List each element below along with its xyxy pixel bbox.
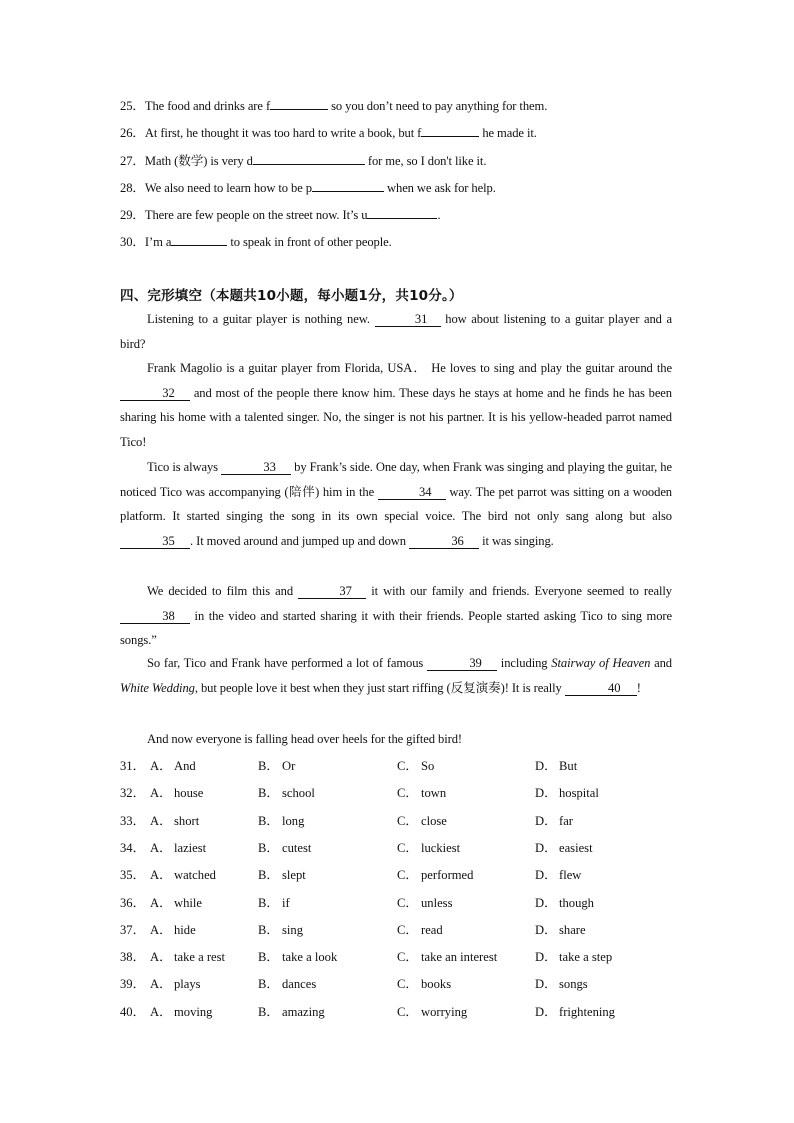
passage-text: how about listening to a guitar player and a bird? <box>120 312 672 351</box>
option-number: 40． <box>120 1004 146 1019</box>
option-letter: A． <box>150 786 172 801</box>
question-number: 29． <box>120 208 145 222</box>
option-b[interactable] <box>258 837 311 856</box>
option-letter: C． <box>397 840 418 855</box>
option-letter: B． <box>258 868 279 883</box>
question-text: . <box>437 208 441 222</box>
option-b[interactable] <box>258 973 316 992</box>
passage-paragraph-3 <box>120 455 672 553</box>
option-text: amazing <box>282 1004 325 1019</box>
option-letter: C． <box>397 813 418 828</box>
option-text: frightening <box>559 1004 615 1019</box>
option-c[interactable] <box>397 782 446 801</box>
answer-blank[interactable] <box>312 179 384 192</box>
option-letter: D． <box>535 840 557 855</box>
option-text: take a rest <box>174 950 226 965</box>
option-number: 35． <box>120 868 146 883</box>
question-30 <box>120 231 392 250</box>
option-c[interactable] <box>397 810 447 829</box>
option-text: take an interest <box>421 950 498 965</box>
option-letter: C． <box>397 786 418 801</box>
option-a[interactable] <box>150 973 201 992</box>
option-number: 34． <box>120 840 146 855</box>
option-text: hide <box>174 922 196 937</box>
question-text: Math (数学) is very d <box>144 154 253 168</box>
passage-paragraph-2 <box>120 356 672 454</box>
question-number: 27． <box>120 154 145 168</box>
question-text: to speak in front of other people. <box>227 235 392 249</box>
option-text: take a look <box>282 950 338 965</box>
section-title: 四、完形填空（本题共10小题，每小题1分，共10分。） <box>120 288 463 304</box>
question-number: 30． <box>120 235 145 249</box>
option-a[interactable] <box>150 782 203 801</box>
option-text: books <box>421 977 452 992</box>
question-number: 28． <box>120 181 145 195</box>
option-text: while <box>174 895 202 910</box>
option-letter: A． <box>150 895 172 910</box>
option-d[interactable] <box>535 919 586 938</box>
question-text: he made it. <box>479 126 537 140</box>
option-text: laziest <box>174 840 207 855</box>
blank-37[interactable]: 37 <box>298 585 366 599</box>
option-letter: D． <box>535 759 557 773</box>
option-a[interactable] <box>150 864 216 883</box>
option-number: 31． <box>120 759 146 773</box>
option-text: performed <box>421 868 474 883</box>
passage-text: including <box>497 656 552 670</box>
passage-paragraph-5 <box>120 651 672 700</box>
option-letter: C． <box>397 950 418 965</box>
option-a[interactable] <box>150 755 196 774</box>
passage-text: ! <box>636 680 641 695</box>
question-number: 25． <box>120 99 145 113</box>
option-letter: B． <box>258 895 279 910</box>
question-text: when we ask for help. <box>383 181 496 195</box>
passage-text: Tico is always <box>147 460 222 474</box>
option-number: 39． <box>120 977 146 992</box>
passage-paragraph-6: And now everyone is falling head over heels for the gifted bird! <box>147 732 462 746</box>
question-29 <box>120 204 441 223</box>
question-text: There are few people on the street now. It’s u <box>144 208 368 222</box>
question-25 <box>120 95 547 114</box>
option-text: Or <box>282 759 296 773</box>
option-d[interactable] <box>535 1001 615 1020</box>
option-letter: A． <box>150 950 172 965</box>
passage-text: We decided to film this and <box>147 584 299 598</box>
question-28 <box>120 177 496 196</box>
option-letter: B． <box>258 840 279 855</box>
question-text: The food and drinks are f <box>144 99 271 113</box>
option-number: 33． <box>120 813 146 828</box>
option-letter: D． <box>535 950 557 965</box>
option-d[interactable] <box>535 755 577 774</box>
option-a[interactable] <box>150 892 202 911</box>
option-letter: A． <box>150 868 172 883</box>
option-text: But <box>559 759 578 773</box>
option-d[interactable] <box>535 892 594 911</box>
option-text: long <box>282 813 305 828</box>
option-letter: A． <box>150 1004 172 1019</box>
option-c[interactable] <box>397 973 451 992</box>
option-c[interactable] <box>397 919 443 938</box>
option-letter: A． <box>150 813 172 828</box>
option-b[interactable] <box>258 892 290 911</box>
option-b[interactable] <box>258 1001 325 1020</box>
passage-text: way. The pet parrot was sitting on a wooden platform. It started singing the song in its own special voice. The bird not only sang along but also <box>120 484 673 524</box>
option-text: if <box>282 895 290 910</box>
option-text: town <box>421 786 447 801</box>
option-c[interactable] <box>397 892 452 911</box>
question-text: At first, he thought it was too hard to write a book, but f <box>144 126 422 140</box>
option-letter: B． <box>258 813 279 828</box>
option-b[interactable] <box>258 810 304 829</box>
blank-36[interactable]: 36 <box>409 535 479 549</box>
blank-34[interactable]: 34 <box>378 486 446 500</box>
option-letter: D． <box>535 977 557 992</box>
option-a[interactable] <box>150 919 196 938</box>
option-text: house <box>174 786 204 801</box>
passage-text: . It moved around and jumped up and down <box>190 533 410 548</box>
answer-blank[interactable] <box>171 233 227 246</box>
passage-text: and <box>650 656 672 670</box>
option-b[interactable] <box>258 755 295 774</box>
option-letter: D． <box>535 786 557 801</box>
option-letter: B． <box>258 759 279 773</box>
passage-text: and most of the people there know him. These days he stays at home and he finds he has been sharing his home with a talented singer. No, the singer is not his partner. It is his yellow-headed parrot named Tico! <box>120 385 672 449</box>
answer-blank[interactable] <box>253 152 365 165</box>
blank-39[interactable]: 39 <box>427 657 497 671</box>
question-27 <box>120 150 486 169</box>
blank-32[interactable]: 32 <box>120 387 190 401</box>
blank-38[interactable]: 38 <box>120 610 190 624</box>
option-text: flew <box>559 868 582 883</box>
question-text: for me, so I don't like it. <box>364 154 487 168</box>
option-text: though <box>559 895 594 910</box>
passage-paragraph-4 <box>120 579 672 653</box>
option-letter: B． <box>258 1004 279 1019</box>
option-text: easiest <box>559 840 593 855</box>
question-number: 26． <box>120 126 145 140</box>
passage-text: it with our family and friends. Everyone seemed to really <box>366 584 672 598</box>
option-c[interactable] <box>397 946 497 965</box>
option-letter: C． <box>397 977 418 992</box>
option-text: cutest <box>282 840 312 855</box>
option-letter: B． <box>258 977 279 992</box>
option-text: close <box>421 813 447 828</box>
option-letter: B． <box>258 786 279 801</box>
option-text: luckiest <box>421 840 461 855</box>
option-text: plays <box>174 977 201 992</box>
option-c[interactable] <box>397 755 434 774</box>
answer-blank[interactable] <box>367 206 437 219</box>
blank-35[interactable]: 35 <box>120 535 190 549</box>
option-a[interactable] <box>150 1001 212 1020</box>
option-number: 32． <box>120 786 146 801</box>
option-letter: C． <box>397 1004 418 1019</box>
option-text: moving <box>174 1004 213 1019</box>
option-text: slept <box>282 868 306 883</box>
option-text: far <box>559 813 573 828</box>
option-d[interactable] <box>535 782 599 801</box>
option-text: hospital <box>559 786 599 801</box>
blank-31[interactable]: 31 <box>375 313 441 327</box>
option-text: unless <box>421 895 453 910</box>
option-letter: D． <box>535 813 557 828</box>
question-text: so you don’t need to pay anything for them. <box>328 99 548 113</box>
option-b[interactable] <box>258 946 337 965</box>
option-c[interactable] <box>397 837 460 856</box>
option-b[interactable] <box>258 864 306 883</box>
option-d[interactable] <box>535 946 612 965</box>
option-text: short <box>174 813 200 828</box>
option-number: 36． <box>120 895 146 910</box>
option-text: share <box>559 922 586 937</box>
passage-text: in the video and started sharing it with their friends. People started asking Tico to sing more songs.” <box>120 608 672 648</box>
passage-text: Listening to a guitar player is nothing new. <box>147 312 375 326</box>
option-letter: D． <box>535 895 557 910</box>
passage-text: by Frank’s side. One day, when Frank was singing and playing the guitar, he noticed Tico was accompanying (陪伴) him in the <box>120 460 672 499</box>
option-text: school <box>282 786 315 801</box>
question-text: I’m a <box>144 235 172 249</box>
option-letter: D． <box>535 868 557 883</box>
option-letter: C． <box>397 922 418 937</box>
option-text: watched <box>174 868 216 883</box>
song-title: White Wedding <box>120 680 195 695</box>
option-d[interactable] <box>535 810 573 829</box>
option-text: read <box>421 922 443 937</box>
option-text: So <box>421 759 435 773</box>
option-a[interactable] <box>150 837 206 856</box>
option-letter: A． <box>150 922 172 937</box>
option-a[interactable] <box>150 810 199 829</box>
option-letter: A． <box>150 977 172 992</box>
answer-blank[interactable] <box>270 97 328 110</box>
question-26 <box>120 122 537 141</box>
option-text: And <box>174 759 196 773</box>
option-a[interactable] <box>150 946 225 965</box>
option-d[interactable] <box>535 837 593 856</box>
option-b[interactable] <box>258 919 303 938</box>
option-letter: A． <box>150 759 172 773</box>
option-letter: A． <box>150 840 172 855</box>
passage-text: So far, Tico and Frank have performed a lot of famous <box>147 656 428 670</box>
blank-40[interactable]: 40 <box>565 682 637 696</box>
passage-paragraph-1 <box>120 307 672 356</box>
option-text: take a step <box>559 950 613 965</box>
option-d[interactable] <box>535 973 588 992</box>
option-b[interactable] <box>258 782 315 801</box>
option-letter: D． <box>535 922 557 937</box>
blank-33[interactable]: 33 <box>221 461 291 475</box>
option-c[interactable] <box>397 864 473 883</box>
option-number: 37． <box>120 922 146 937</box>
option-letter: C． <box>397 759 418 773</box>
option-text: worrying <box>421 1004 468 1019</box>
option-number: 38． <box>120 950 146 965</box>
option-letter: C． <box>397 868 418 883</box>
answer-blank[interactable] <box>421 124 479 137</box>
option-text: sing <box>282 922 303 937</box>
option-text: dances <box>282 977 317 992</box>
option-letter: B． <box>258 950 279 965</box>
question-text: We also need to learn how to be p <box>144 181 312 195</box>
option-letter: B． <box>258 922 279 937</box>
option-letter: C． <box>397 895 418 910</box>
song-title: Stairway of Heaven <box>551 656 651 670</box>
passage-text: it was singing. <box>479 533 554 548</box>
passage-text: Frank Magolio is a guitar player from Florida, USA． He loves to sing and play the guitar around the <box>147 361 672 375</box>
option-letter: D． <box>535 1004 557 1019</box>
option-c[interactable] <box>397 1001 467 1020</box>
option-d[interactable] <box>535 864 581 883</box>
option-text: songs <box>559 977 588 992</box>
passage-text: , but people love it best when they just start riffing (反复演奏)! It is really <box>194 680 565 695</box>
